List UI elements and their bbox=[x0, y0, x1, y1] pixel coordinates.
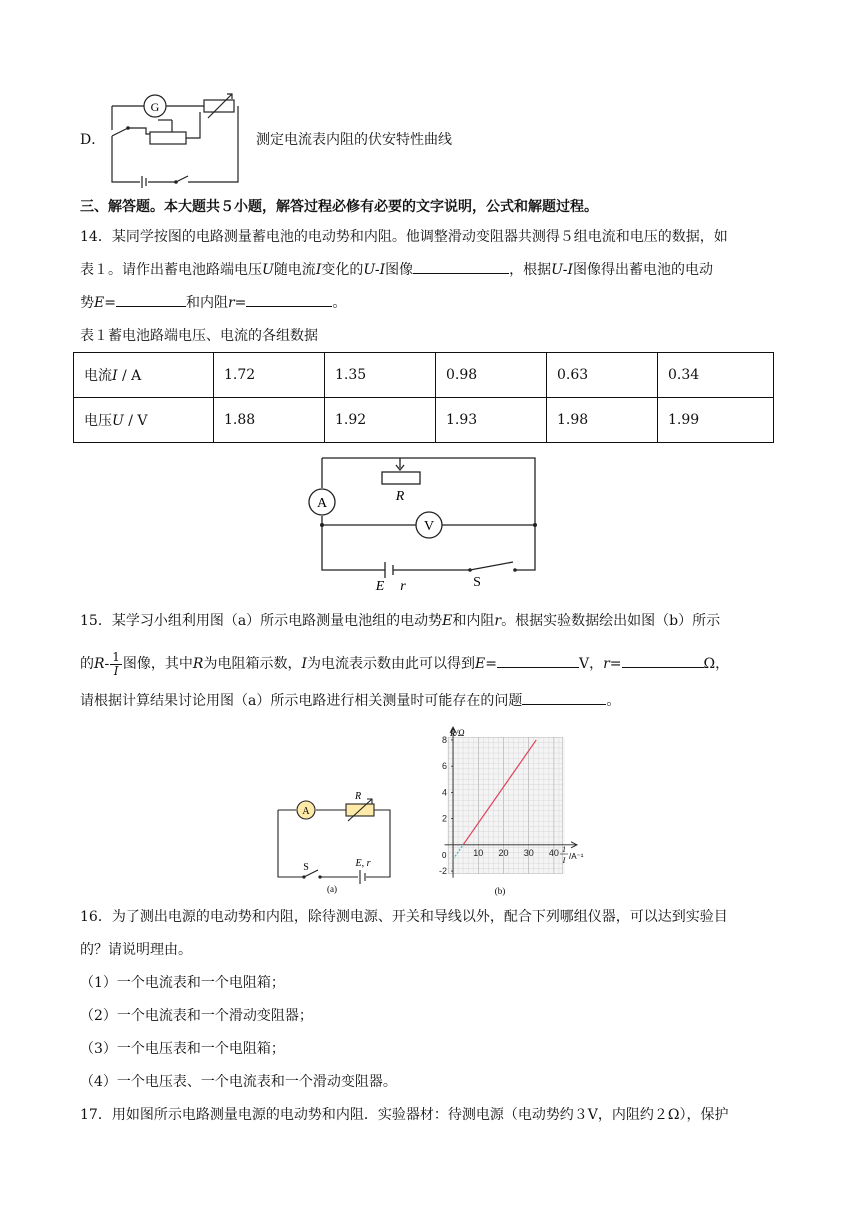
inverse-current-fraction: $\frac{1}{I}$ bbox=[112, 649, 120, 678]
row-label-voltage: 电压U / V bbox=[74, 398, 214, 443]
q15-blank-r[interactable] bbox=[622, 653, 704, 668]
table-cell: 1.88 bbox=[214, 398, 325, 443]
x-axis-label-unit: /A⁻¹ bbox=[569, 852, 584, 861]
q15-blank-problem[interactable] bbox=[522, 690, 606, 705]
galvanometer-label: G bbox=[150, 100, 160, 114]
y-tick-label: 2 bbox=[442, 813, 448, 824]
table-row bbox=[74, 353, 774, 398]
switch-label: S bbox=[303, 862, 309, 873]
table-row bbox=[74, 398, 774, 443]
x-tick-label: 40 bbox=[548, 847, 559, 858]
y-tick-label: 8 bbox=[442, 734, 448, 745]
row-label-current: 电流I / A bbox=[74, 353, 214, 398]
x-tick-label: 20 bbox=[498, 847, 509, 858]
table-cell: 0.98 bbox=[436, 353, 547, 398]
table-cell: 1.72 bbox=[214, 353, 325, 398]
q14-blank-graph[interactable] bbox=[413, 259, 509, 274]
y-tick-label: -2 bbox=[439, 866, 448, 877]
data-table bbox=[73, 352, 774, 443]
origin-label: 0 bbox=[442, 851, 447, 860]
q14-blank-r[interactable] bbox=[246, 292, 332, 307]
option-d-label: D． bbox=[80, 132, 106, 148]
source-label: E, r bbox=[355, 858, 371, 869]
list-item: （3）一个电压表和一个电阻箱； bbox=[80, 1041, 285, 1057]
q15-line3: 请根据计算结果讨论用图（a）所示电路进行相关测量时可能存在的问题 。 bbox=[80, 690, 780, 712]
ammeter-label: A bbox=[316, 496, 328, 511]
q15-graph-b bbox=[420, 720, 600, 900]
q14-line3: 势E= 和内阻r= 。 bbox=[80, 292, 780, 314]
x-tick-label: 30 bbox=[523, 847, 534, 858]
q16-line2: 的？请说明理由。 bbox=[80, 942, 192, 958]
table-cell: 1.93 bbox=[436, 398, 547, 443]
table-cell: 0.63 bbox=[547, 353, 658, 398]
option-d-circuit bbox=[106, 90, 246, 190]
voltmeter-label: V bbox=[423, 519, 435, 534]
option-d-text: 测定电流表内阻的伏安特性曲线 bbox=[256, 132, 452, 148]
q14-line2: 表１。请作出蓄电池路端电压U随电流I变化的U-I图像 ，根据U-I图像得出蓄电池的电动 bbox=[80, 259, 780, 281]
table-cell: 1.98 bbox=[547, 398, 658, 443]
figure-b-caption: (b) bbox=[494, 886, 506, 896]
y-tick-label: 4 bbox=[442, 787, 448, 798]
emf-label: E bbox=[375, 579, 385, 594]
list-item: （1）一个电流表和一个电阻箱； bbox=[80, 975, 285, 991]
q14-line1: 14．某同学按图的电路测量蓄电池的电动势和内阻。他调整滑动变阻器共测得５组电流和电压的数据，如 bbox=[80, 229, 728, 245]
table-cell: 0.34 bbox=[658, 353, 774, 398]
q15-line2: 的R- $\frac{1}{I}$ 图像，其中R为电阻箱示数，I为电流表示数由此可以得到E= V，r= Ω， bbox=[80, 649, 730, 678]
q14-blank-emf[interactable] bbox=[116, 292, 186, 307]
q15-line1: 15．某学习小组利用图（a）所示电路测量电池组的电动势E和内阻r。根据实验数据绘出如图（b）所示 bbox=[80, 613, 721, 629]
figure-a-caption: (a) bbox=[327, 884, 337, 894]
internal-label: r bbox=[400, 579, 406, 594]
list-item: （4）一个电压表、一个电流表和一个滑动变阻器。 bbox=[80, 1074, 397, 1090]
switch-label: S bbox=[473, 575, 481, 590]
q16-line1: 16．为了测出电源的电动势和内阻，除待测电源、开关和导线以外，配合下列哪组仪器，可以达到实验目 bbox=[80, 909, 728, 925]
list-item: （2）一个电流表和一个滑动变阻器； bbox=[80, 1008, 313, 1024]
x-axis-label-den: I bbox=[562, 856, 566, 865]
resistor-label: R bbox=[354, 791, 362, 802]
q17-line1: 17．用如图所示电路测量电源的电动势和内阻．实验器材：待测电源（电动势约３V，内阻约２Ω），保护 bbox=[80, 1107, 729, 1123]
table-caption: 表１蓄电池路端电压、电流的各组数据 bbox=[80, 328, 318, 344]
y-axis-label: R/Ω bbox=[450, 728, 465, 738]
section-heading: 三、解答题。本大题共５小题，解答过程必修有必要的文字说明，公式和解题过程。 bbox=[80, 199, 598, 215]
table-cell: 1.35 bbox=[325, 353, 436, 398]
table-cell: 1.99 bbox=[658, 398, 774, 443]
q14-circuit bbox=[300, 452, 550, 600]
table-cell: 1.92 bbox=[325, 398, 436, 443]
x-tick-label: 10 bbox=[473, 847, 484, 858]
q15-circuit-a bbox=[270, 790, 400, 894]
ammeter-label: A bbox=[302, 806, 310, 817]
y-tick-label: 6 bbox=[442, 761, 448, 772]
q15-blank-emf[interactable] bbox=[497, 653, 579, 668]
rheostat-label: R bbox=[395, 489, 405, 504]
x-axis-label-num: 1 bbox=[562, 845, 566, 854]
